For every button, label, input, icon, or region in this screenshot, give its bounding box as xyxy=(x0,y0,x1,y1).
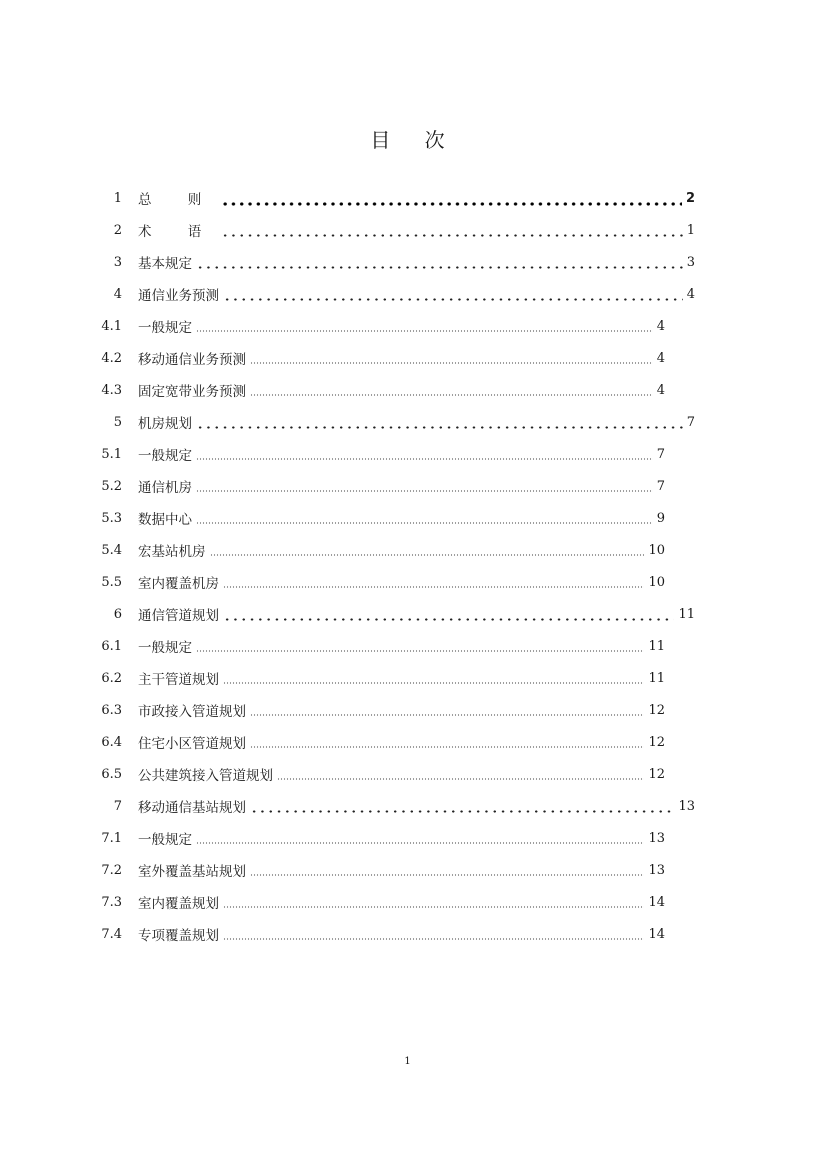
toc-entry-title: 移动通信基站规划 xyxy=(138,800,246,816)
toc-leader-dots xyxy=(196,470,653,502)
toc-entry[interactable] xyxy=(0,278,695,310)
toc-entry-title: 机房规划 xyxy=(138,416,192,432)
toc-entry[interactable] xyxy=(0,662,665,694)
toc-entry-title: 通信管道规划 xyxy=(138,608,219,624)
toc-leader-dots xyxy=(196,406,683,438)
toc-entry[interactable] xyxy=(0,790,695,822)
toc-entry[interactable] xyxy=(0,566,665,598)
toc-leader-dots xyxy=(196,822,644,854)
toc-entry[interactable] xyxy=(0,758,665,790)
toc-entry-number: 5.2 xyxy=(101,478,122,494)
toc-entry-page: 4 xyxy=(686,286,695,302)
toc-entry-page: 10 xyxy=(648,542,665,558)
toc-leader-dots xyxy=(223,918,644,950)
toc-entry-page: 7 xyxy=(656,446,665,462)
toc-entry[interactable] xyxy=(0,182,695,214)
toc-leader-dots xyxy=(223,566,644,598)
toc-entry-title: 专项覆盖规划 xyxy=(138,928,219,944)
toc-entry-number: 6 xyxy=(113,606,122,622)
toc-entry-number: 5.3 xyxy=(101,510,122,526)
toc-entry[interactable] xyxy=(0,246,695,278)
toc-entry-title: 室内覆盖规划 xyxy=(138,896,219,912)
toc-entry-number: 7.2 xyxy=(101,862,122,878)
toc-entry-title: 总 则 xyxy=(138,192,218,208)
toc-entry-page: 13 xyxy=(648,862,665,878)
toc-entry-title: 宏基站机房 xyxy=(138,544,206,560)
toc-entry[interactable] xyxy=(0,854,665,886)
toc-entry[interactable] xyxy=(0,918,665,950)
page-title: 目 次 xyxy=(370,128,459,152)
toc-leader-dots xyxy=(196,310,653,342)
toc-leader-dots xyxy=(196,502,653,534)
toc-entry[interactable] xyxy=(0,438,665,470)
toc-entry-number: 5 xyxy=(113,414,122,430)
toc-entry[interactable] xyxy=(0,214,695,246)
toc-entry-page: 3 xyxy=(686,254,695,270)
toc-entry-page: 1 xyxy=(686,222,695,238)
toc-entry-page: 12 xyxy=(648,734,665,750)
toc-leader-dots xyxy=(250,374,653,406)
toc-entry[interactable] xyxy=(0,886,665,918)
toc-entry-title: 通信业务预测 xyxy=(138,288,219,304)
toc-leader-dots xyxy=(250,342,653,374)
toc-entry-number: 5.1 xyxy=(101,446,122,462)
toc-entry-title: 术 语 xyxy=(138,224,218,240)
toc-entry-page: 2 xyxy=(685,190,695,206)
toc-entry[interactable] xyxy=(0,630,665,662)
toc-entry-title: 固定宽带业务预测 xyxy=(138,384,246,400)
toc-entry-page: 4 xyxy=(656,382,665,398)
toc-entry[interactable] xyxy=(0,822,665,854)
toc-entry-title: 室内覆盖机房 xyxy=(138,576,219,592)
toc-entry-page: 10 xyxy=(648,574,665,590)
toc-entry[interactable] xyxy=(0,534,665,566)
toc-entry[interactable] xyxy=(0,598,695,630)
toc-entry-page: 12 xyxy=(648,702,665,718)
toc-leader-dots xyxy=(196,630,644,662)
toc-entry[interactable] xyxy=(0,374,665,406)
toc-leader-dots xyxy=(221,182,682,214)
toc-leader-dots xyxy=(250,726,644,758)
toc-entry-title: 一般规定 xyxy=(138,320,192,336)
toc-entry-page: 12 xyxy=(648,766,665,782)
toc-leader-dots xyxy=(196,438,653,470)
toc-entry[interactable] xyxy=(0,342,665,374)
toc-entry-page: 13 xyxy=(678,798,695,814)
toc-entry-page: 14 xyxy=(648,894,665,910)
toc-entry-number: 7 xyxy=(113,798,122,814)
toc-entry[interactable] xyxy=(0,502,665,534)
toc-entry-title: 一般规定 xyxy=(138,832,192,848)
toc-leader-dots xyxy=(223,662,644,694)
toc-entry[interactable] xyxy=(0,694,665,726)
page-number: 1 xyxy=(404,1056,411,1067)
toc-entry[interactable] xyxy=(0,470,665,502)
toc-entry-number: 1 xyxy=(113,190,122,206)
toc-entry-title: 市政接入管道规划 xyxy=(138,704,246,720)
toc-entry-number: 6.5 xyxy=(101,766,122,782)
toc-entry-number: 7.3 xyxy=(101,894,122,910)
toc-entry-number: 2 xyxy=(113,222,122,238)
toc-entry-page: 4 xyxy=(656,350,665,366)
toc-leader-dots xyxy=(210,534,645,566)
toc-entry-page: 11 xyxy=(648,670,665,686)
toc-entry-number: 6.2 xyxy=(101,670,122,686)
toc-leader-dots xyxy=(250,854,644,886)
toc-entry-title: 住宅小区管道规划 xyxy=(138,736,246,752)
toc-entry-number: 5.4 xyxy=(101,542,122,558)
toc-entry-title: 移动通信业务预测 xyxy=(138,352,246,368)
toc-entry-number: 6.3 xyxy=(101,702,122,718)
toc-leader-dots xyxy=(221,214,682,246)
toc-entry-number: 6.4 xyxy=(101,734,122,750)
toc-entry-number: 7.1 xyxy=(101,830,122,846)
toc-leader-dots xyxy=(277,758,644,790)
toc-entry-title: 主干管道规划 xyxy=(138,672,219,688)
toc-entry-number: 7.4 xyxy=(101,926,122,942)
toc-entry-page: 4 xyxy=(656,318,665,334)
toc-entry-title: 公共建筑接入管道规划 xyxy=(138,768,273,784)
toc-entry-title: 通信机房 xyxy=(138,480,192,496)
toc-entry-number: 5.5 xyxy=(101,574,122,590)
toc-entry-title: 基本规定 xyxy=(138,256,192,272)
toc-entry[interactable] xyxy=(0,726,665,758)
toc-entry[interactable] xyxy=(0,406,695,438)
toc-entry-number: 3 xyxy=(113,254,122,270)
toc-entry-title: 室外覆盖基站规划 xyxy=(138,864,246,880)
toc-entry-number: 4.1 xyxy=(101,318,122,334)
toc-entry-number: 6.1 xyxy=(101,638,122,654)
toc-entry[interactable] xyxy=(0,310,665,342)
toc-leader-dots xyxy=(196,246,683,278)
toc-entry-page: 11 xyxy=(678,606,695,622)
toc-entry-title: 一般规定 xyxy=(138,640,192,656)
toc-leader-dots xyxy=(250,790,674,822)
toc-leader-dots xyxy=(223,598,674,630)
toc-entry-page: 14 xyxy=(648,926,665,942)
toc-leader-dots xyxy=(223,886,644,918)
toc-entry-title: 数据中心 xyxy=(138,512,192,528)
toc-leader-dots xyxy=(223,278,683,310)
toc-entry-number: 4.3 xyxy=(101,382,122,398)
toc-entry-page: 7 xyxy=(686,414,695,430)
toc-entry-page: 13 xyxy=(648,830,665,846)
toc-entry-page: 11 xyxy=(648,638,665,654)
toc-entry-title: 一般规定 xyxy=(138,448,192,464)
toc-entry-number: 4 xyxy=(113,286,122,302)
toc-entry-page: 7 xyxy=(656,478,665,494)
toc-entry-page: 9 xyxy=(656,510,665,526)
toc-leader-dots xyxy=(250,694,644,726)
toc-entry-number: 4.2 xyxy=(101,350,122,366)
